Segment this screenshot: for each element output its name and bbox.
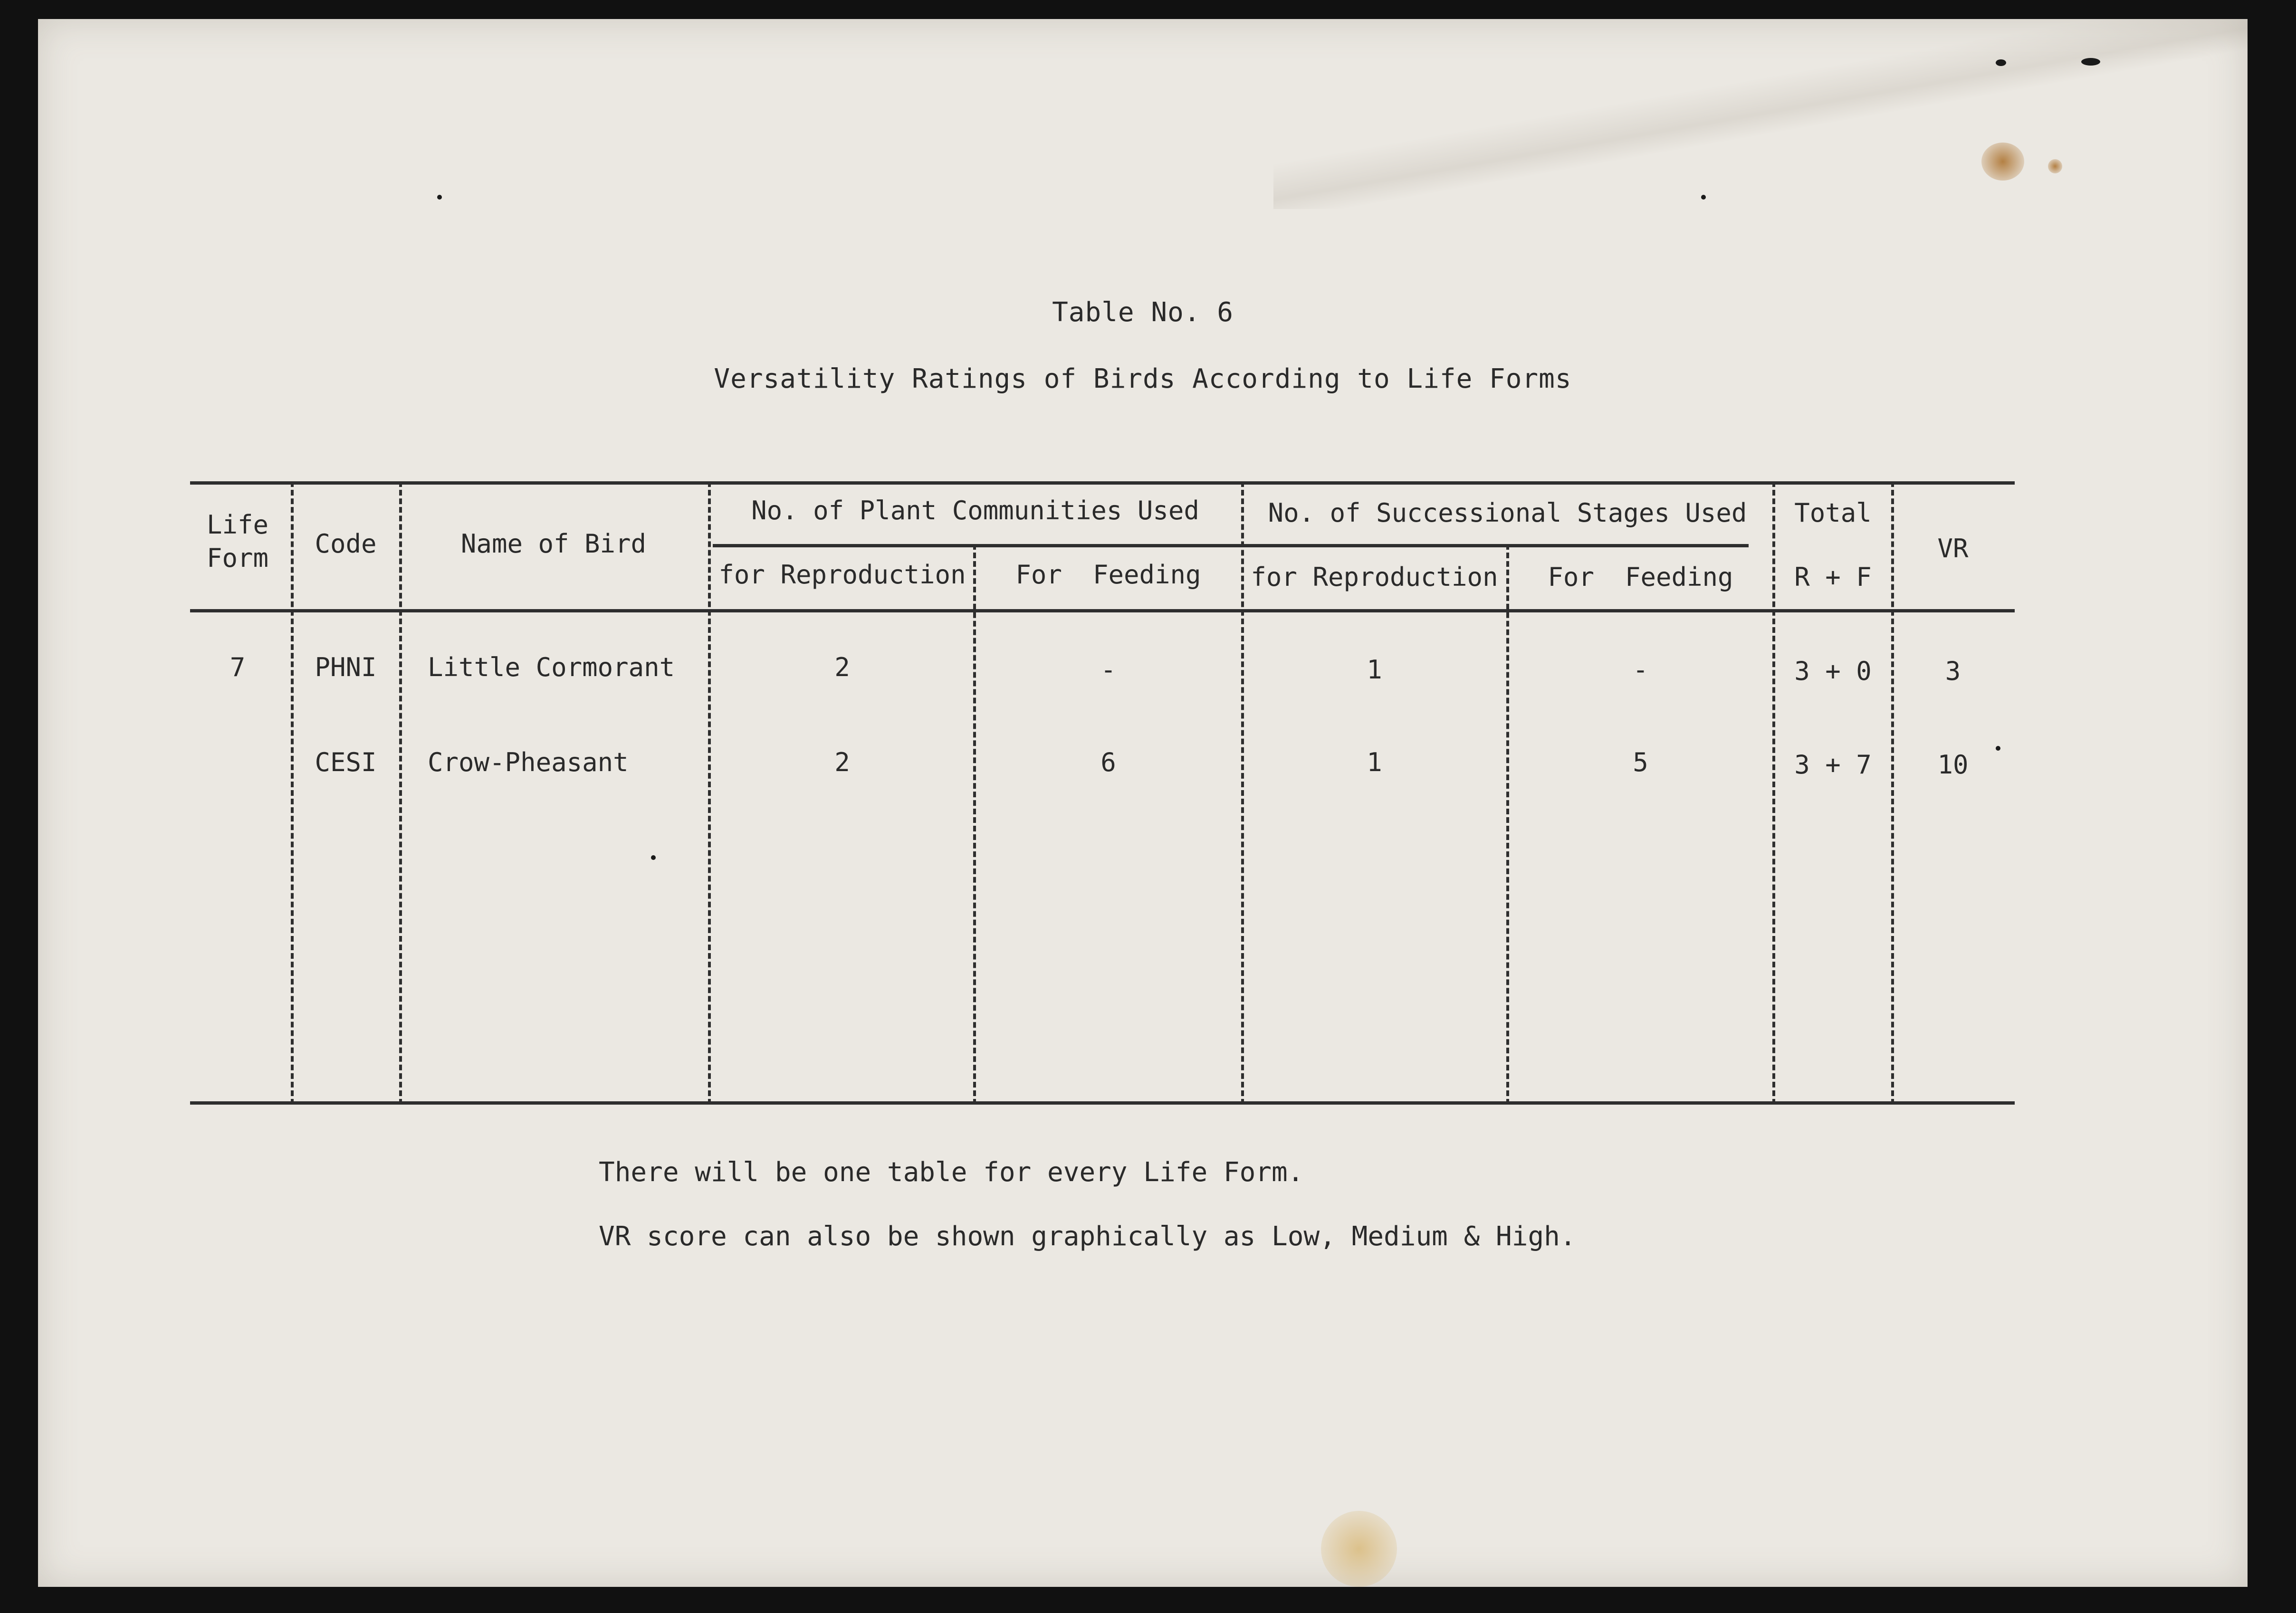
row-2-code: CESI	[315, 747, 377, 777]
ink-speck	[1701, 195, 1706, 200]
rust-stain	[1321, 1511, 1397, 1587]
header-name-of-bird: Name of Bird	[460, 529, 647, 559]
ink-speck	[1996, 59, 2006, 66]
row-1-total: 3 + 0	[1794, 656, 1872, 686]
column-divider	[1891, 481, 1894, 1105]
paper-fold	[1273, 19, 2248, 209]
column-divider	[1772, 481, 1775, 1105]
header-plant-reproduction: for Reproduction	[718, 560, 966, 590]
table-top-rule	[190, 481, 2015, 485]
row-1-bird-name: Little Cormorant	[428, 652, 675, 682]
column-divider	[291, 481, 294, 1105]
note-one-table-per-life-form: There will be one table for every Life Form.	[599, 1157, 1304, 1188]
header-plant-feeding: For Feeding	[1015, 560, 1201, 590]
header-vr: VR	[1937, 534, 1969, 563]
note-vr-graphical: VR score can also be shown graphically as Low, Medium & High.	[599, 1221, 1576, 1252]
row-2-total: 3 + 7	[1794, 750, 1872, 780]
header-stage-feeding: For Feeding	[1548, 562, 1733, 592]
row-1-code: PHNI	[315, 652, 377, 682]
column-divider	[1241, 481, 1244, 1105]
row-2-stage-reproduction: 1	[1367, 747, 1382, 777]
rust-stain	[2048, 159, 2062, 173]
row-1-plant-feeding: -	[1100, 655, 1116, 685]
row-1-plant-reproduction: 2	[834, 652, 850, 682]
header-code: Code	[315, 529, 377, 559]
row-1-life-form: 7	[230, 652, 246, 682]
header-plant-communities: No. of Plant Communities Used	[751, 496, 1199, 525]
table-bottom-rule	[190, 1101, 2015, 1105]
group-header-rule	[713, 544, 1749, 547]
header-life-form: Life Form	[206, 510, 269, 573]
rust-stain	[1981, 143, 2024, 181]
row-2-bird-name: Crow-Pheasant	[428, 747, 629, 777]
row-2-plant-reproduction: 2	[834, 747, 850, 777]
versatility-table	[190, 461, 2015, 1112]
column-divider	[399, 481, 402, 1105]
column-divider	[1506, 544, 1509, 1105]
row-1-vr: 3	[1945, 656, 1961, 686]
header-successional-stages: No. of Successional Stages Used	[1268, 498, 1747, 528]
table-title: Table No. 6	[1052, 297, 1234, 328]
table-subtitle: Versatility Ratings of Birds According to Life Forms	[714, 363, 1572, 394]
row-1-stage-feeding: -	[1633, 655, 1648, 685]
ink-speck	[2081, 58, 2100, 66]
row-2-plant-feeding: 6	[1100, 747, 1116, 777]
header-stage-reproduction: for Reproduction	[1251, 562, 1498, 592]
column-divider	[708, 481, 711, 1105]
header-total: Total	[1794, 498, 1872, 528]
row-2-vr: 10	[1937, 750, 1969, 780]
row-2-stage-feeding: 5	[1633, 747, 1648, 777]
column-divider	[973, 544, 976, 1105]
row-1-stage-reproduction: 1	[1367, 655, 1382, 685]
header-total-sub: R + F	[1794, 562, 1872, 592]
paper-sheet	[38, 19, 2248, 1587]
header-bottom-rule	[190, 609, 2015, 612]
ink-speck	[437, 195, 442, 200]
